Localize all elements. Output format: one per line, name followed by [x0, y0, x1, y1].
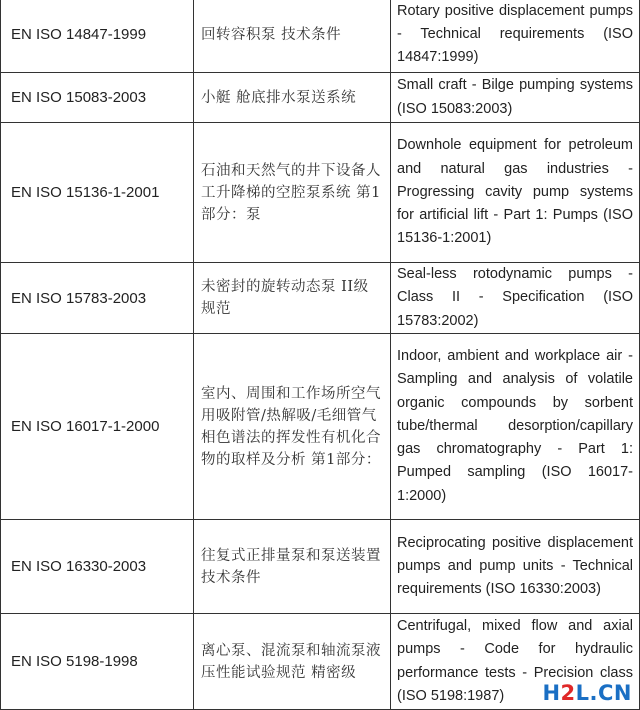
standard-title-zh: 回转容积泵 技术条件	[194, 0, 391, 73]
standard-code: EN ISO 15136-1-2001	[1, 123, 194, 263]
standard-code: EN ISO 5198-1998	[1, 614, 194, 710]
watermark-part-lcn: L.CN	[575, 681, 632, 705]
table-row	[1, 123, 640, 263]
table-row	[1, 334, 640, 520]
standard-code: EN ISO 16330-2003	[1, 520, 194, 614]
standard-title-en: Seal-less rotodynamic pumps - Class II - Specification (ISO 15783:2002)	[391, 263, 640, 334]
table-row	[1, 73, 640, 123]
table-row	[1, 0, 640, 73]
standard-title-en: Rotary positive displacement pumps - Technical requirements (ISO 14847:1999)	[391, 0, 640, 73]
watermark-part-h: H	[542, 681, 561, 705]
standard-title-zh: 小艇 舱底排水泵送系统	[194, 73, 391, 123]
watermark-part-2: 2	[560, 681, 576, 705]
standard-title-en: Centrifugal, mixed flow and axial pumps - Code for hydraulic performance tests - Precision class (ISO 5198:1987)	[391, 614, 640, 710]
h2l-watermark-logo	[542, 683, 632, 704]
standard-code: EN ISO 16017-1-2000	[1, 334, 194, 520]
standard-title-en: Reciprocating positive displacement pumps and pump units - Technical requirements (ISO 16330:2003)	[391, 520, 640, 614]
standard-title-zh: 未密封的旋转动态泵 II级规范	[194, 263, 391, 334]
standard-code: EN ISO 14847-1999	[1, 0, 194, 73]
standard-title-zh: 往复式正排量泵和泵送装置 技术条件	[194, 520, 391, 614]
standard-title-zh: 离心泵、混流泵和轴流泵液压性能试验规范 精密级	[194, 614, 391, 710]
standard-title-zh: 室内、周围和工作场所空气用吸附管/热解吸/毛细管气相色谱法的挥发性有机化合物的取样及分析 第1部分：	[194, 334, 391, 520]
standard-title-en: Indoor, ambient and workplace air - Sampling and analysis of volatile organic compounds by sorbent tube/thermal desorption/capillary gas chromatography - Part 1: Pumped sampling (ISO 16017-1:2000)	[391, 334, 640, 520]
standard-title-zh: 石油和天然气的井下设备人工升降梯的空腔泵系统 第1部分：泵	[194, 123, 391, 263]
standard-title-en: Small craft - Bilge pumping systems (ISO 15083:2003)	[391, 73, 640, 123]
standard-code: EN ISO 15083-2003	[1, 73, 194, 123]
table-row	[1, 263, 640, 334]
standard-title-en: Downhole equipment for petroleum and natural gas industries - Progressing cavity pump systems for artificial lift - Part 1: Pumps (ISO 15136-1:2001)	[391, 123, 640, 263]
table-row	[1, 520, 640, 614]
standard-code: EN ISO 15783-2003	[1, 263, 194, 334]
